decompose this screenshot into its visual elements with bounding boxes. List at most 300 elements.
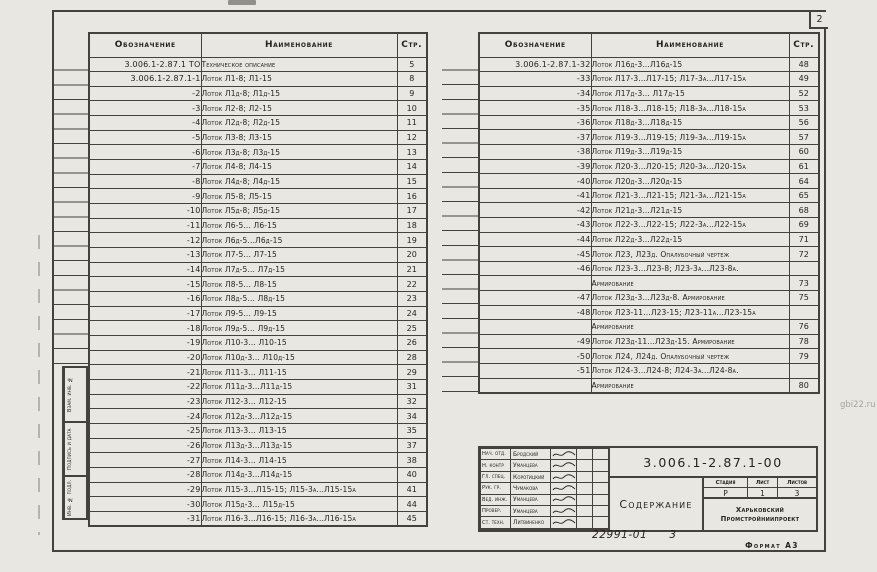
signature-extra-cell <box>593 517 609 528</box>
cell-page: 38 <box>397 453 427 468</box>
organization-name: Харьковский Промстройниипроект <box>720 505 800 523</box>
table-row <box>479 276 819 291</box>
table-row <box>479 115 819 130</box>
table-row <box>89 145 427 160</box>
table-row <box>479 261 819 276</box>
signature-mark <box>551 483 577 494</box>
cell-designation <box>479 276 591 291</box>
cell-page: 32 <box>397 394 427 409</box>
cell-page <box>789 305 819 320</box>
cell-designation: -38 <box>479 145 591 160</box>
cell-designation: -10 <box>89 204 201 219</box>
table-row <box>479 305 819 320</box>
cell-page: 78 <box>789 334 819 349</box>
signature-name: Уманцева <box>511 506 551 517</box>
cell-page: 21 <box>397 262 427 277</box>
cell-page: 80 <box>789 378 819 393</box>
table-row <box>479 101 819 116</box>
cell-name: Лоток Л15д-3... Л15д-15 <box>201 497 397 512</box>
cell-designation: -41 <box>479 188 591 203</box>
signature-mark <box>551 506 577 517</box>
cell-designation <box>479 378 591 393</box>
side-stamp-empty-cell <box>75 477 86 518</box>
table-row <box>89 365 427 380</box>
signature-role: Ст. техн. <box>481 517 511 528</box>
table-row <box>89 409 427 424</box>
cell-designation: -9 <box>89 189 201 204</box>
autograph-squiggle-icon <box>552 518 576 527</box>
cell-designation: -20 <box>89 350 201 365</box>
contents-table-left <box>88 32 428 527</box>
cell-name: Лоток Л21-3...Л21-15; Л21-3а...Л21-15а <box>591 188 789 203</box>
table-row <box>479 57 819 72</box>
cell-name: Лоток Л3д-8; Л3д-15 <box>201 145 397 160</box>
signature-mark <box>551 517 577 528</box>
stage-label: Стадия <box>704 478 748 488</box>
table-row <box>89 218 427 233</box>
cell-designation: -14 <box>89 262 201 277</box>
table-row <box>89 482 427 497</box>
cell-designation: -18 <box>89 321 201 336</box>
table-row <box>89 423 427 438</box>
cell-name: Лоток Л6д-5...Л6д-15 <box>201 233 397 248</box>
cell-designation <box>479 320 591 335</box>
table-row <box>89 174 427 189</box>
table-row <box>89 248 427 263</box>
table-row <box>479 188 819 203</box>
cell-name: Лоток Л20-3...Л20-15; Л20-3а...Л20-15а <box>591 159 789 174</box>
signature-mark <box>551 471 577 482</box>
table-row <box>479 203 819 218</box>
sheet-value: 1 <box>748 488 778 499</box>
cell-designation: -46 <box>479 261 591 276</box>
cell-name: Лоток Л9-5... Л9-15 <box>201 306 397 321</box>
cell-page: 29 <box>397 365 427 380</box>
cell-page: 69 <box>789 218 819 233</box>
cell-page: 76 <box>789 320 819 335</box>
stage-values-row <box>704 488 816 499</box>
cell-page: 65 <box>789 188 819 203</box>
cell-page: 60 <box>789 145 819 160</box>
table-row <box>479 145 819 160</box>
cell-designation: -11 <box>89 218 201 233</box>
cell-designation: -34 <box>479 86 591 101</box>
table-row <box>89 204 427 219</box>
cell-page: 9 <box>397 86 427 101</box>
table-row <box>89 350 427 365</box>
cell-designation: -31 <box>89 511 201 526</box>
watermark: gbi22.ru <box>840 400 876 410</box>
cell-designation: -51 <box>479 363 591 378</box>
table-row <box>479 334 819 349</box>
cell-name: Лоток Л22д-3...Л22д-15 <box>591 232 789 247</box>
table-row <box>89 101 427 116</box>
table-row <box>479 349 819 364</box>
cell-name: Лоток Л4-8; Л4-15 <box>201 160 397 175</box>
document-number: 3.006.1-2.87.1-00 <box>610 448 816 478</box>
title-block <box>478 446 818 532</box>
cell-page: 34 <box>397 409 427 424</box>
cell-designation: -8 <box>89 174 201 189</box>
cell-page: 73 <box>789 276 819 291</box>
table-row <box>89 189 427 204</box>
cell-name: Лоток Л8д-5... Л8д-15 <box>201 292 397 307</box>
cell-designation: -37 <box>479 130 591 145</box>
cell-page: 26 <box>397 335 427 350</box>
signature-date-cell <box>577 460 593 471</box>
sheets-label: Листов <box>778 478 816 488</box>
cell-page: 72 <box>789 247 819 262</box>
contents-table-right <box>478 32 820 394</box>
cell-name: Лоток Л22-3...Л22-15; Л22-3а...Л22-15а <box>591 218 789 233</box>
cell-page: 61 <box>789 159 819 174</box>
cell-name: Лоток Л12д-3...Л12д-15 <box>201 409 397 424</box>
signature-name: Уманцева <box>511 460 551 471</box>
column-header-page: Стр. <box>789 33 819 57</box>
cell-designation: -22 <box>89 379 201 394</box>
signature-name: Бродский <box>511 449 551 460</box>
cell-name: Лоток Л23, Л23д. Опалубочный чертеж <box>591 247 789 262</box>
cell-name: Лоток Л2-8; Л2-15 <box>201 101 397 116</box>
cell-name: Лоток Л19д-3...Л19д-15 <box>591 145 789 160</box>
cell-name: Лоток Л7д-5... Л7д-15 <box>201 262 397 277</box>
table-row <box>89 453 427 468</box>
signature-date-cell <box>577 506 593 517</box>
paper-edge-shadow <box>38 235 40 535</box>
column-header-designation: Обозначение <box>89 33 201 57</box>
cell-designation: -26 <box>89 438 201 453</box>
cell-designation: -7 <box>89 160 201 175</box>
cell-name: Лоток Л21д-3...Л21д-15 <box>591 203 789 218</box>
signature-date-cell <box>577 471 593 482</box>
table-row <box>479 320 819 335</box>
cell-designation: -36 <box>479 115 591 130</box>
cell-name: Лоток Л23д-3...Л23д-8. Армирование <box>591 291 789 306</box>
table-row <box>89 335 427 350</box>
cell-name: Лоток Л1-8; Л1-15 <box>201 72 397 87</box>
cell-page: 23 <box>397 292 427 307</box>
title-block-right <box>610 448 816 530</box>
cell-name: Лоток Л6-5... Л6-15 <box>201 218 397 233</box>
cell-page: 25 <box>397 321 427 336</box>
autograph-squiggle-icon <box>552 484 576 493</box>
cell-designation: -30 <box>89 497 201 512</box>
cell-name: Лоток Л11д-3...Л11д-15 <box>201 379 397 394</box>
sheet-number: 2 <box>816 14 823 25</box>
cell-page: 64 <box>789 174 819 189</box>
table-row <box>479 232 819 247</box>
cell-page: 37 <box>397 438 427 453</box>
cell-designation: -48 <box>479 305 591 320</box>
signature-date-cell <box>577 494 593 505</box>
signature-row-empty <box>481 528 609 529</box>
cell-designation: -33 <box>479 72 591 87</box>
signature-row <box>481 494 609 505</box>
signature-extra-cell <box>593 471 609 482</box>
cell-designation: -29 <box>89 482 201 497</box>
autograph-squiggle-icon <box>552 461 576 470</box>
cell-designation: -35 <box>479 101 591 116</box>
table-row <box>89 467 427 482</box>
cell-designation: 3.006.1-2.87.1 ТО <box>89 57 201 72</box>
cell-name: Лоток Л20д-3...Л20д-15 <box>591 174 789 189</box>
table-row <box>479 86 819 101</box>
side-stamp-section <box>64 368 86 423</box>
cell-designation: -25 <box>89 423 201 438</box>
signature-role: Н. контр <box>481 460 511 471</box>
signature-role: Гл. спец. <box>481 471 511 482</box>
cell-page: 48 <box>789 57 819 72</box>
table-row <box>89 511 427 526</box>
cell-name: Лоток Л5д-8; Л5д-15 <box>201 204 397 219</box>
table-row <box>89 379 427 394</box>
stage-header-row <box>704 478 816 488</box>
cell-page: 53 <box>789 101 819 116</box>
cell-name: Лоток Л24-3...Л24-8; Л24-3а...Л24-8а. <box>591 363 789 378</box>
cell-designation: -5 <box>89 130 201 145</box>
table-row <box>89 116 427 131</box>
cell-page: 56 <box>789 115 819 130</box>
cell-name: Лоток Л5-8; Л5-15 <box>201 189 397 204</box>
cell-page: 40 <box>397 467 427 482</box>
cell-designation: -13 <box>89 248 201 263</box>
cell-name: Лоток Л24, Л24д. Опалубочный чертеж <box>591 349 789 364</box>
signature-row <box>481 483 609 494</box>
cell-name: Лоток Л8-5... Л8-15 <box>201 277 397 292</box>
cell-designation: -28 <box>89 467 201 482</box>
cell-name: Лоток Л18д-3...Л18д-15 <box>591 115 789 130</box>
cell-designation: -15 <box>89 277 201 292</box>
table-row <box>89 57 427 72</box>
cell-name: Лоток Л23д-11...Л23д-15. Армирование <box>591 334 789 349</box>
cell-designation: -42 <box>479 203 591 218</box>
cell-name: Лоток Л23-11...Л23-15; Л23-11а...Л23-15а <box>591 305 789 320</box>
table-row <box>89 497 427 512</box>
cell-designation: -2 <box>89 86 201 101</box>
side-stamp-label: Подпись и дата <box>64 423 75 475</box>
cell-page: 41 <box>397 482 427 497</box>
cell-designation: -17 <box>89 306 201 321</box>
table-row <box>479 174 819 189</box>
cell-designation: -43 <box>479 218 591 233</box>
table-header-row <box>479 33 819 57</box>
cell-name: Армирование <box>591 320 789 335</box>
signature-extra-cell <box>593 483 609 494</box>
cell-name: Лоток Л7-5... Л7-15 <box>201 248 397 263</box>
format-note: Формат А3 <box>745 541 799 550</box>
signature-row <box>481 506 609 517</box>
signature-date-cell <box>577 517 593 528</box>
cell-page: 49 <box>789 72 819 87</box>
stage-block <box>704 478 816 530</box>
cell-page: 35 <box>397 423 427 438</box>
side-stamp <box>62 366 88 520</box>
sheet-label: Лист <box>748 478 778 488</box>
signature-extra-cell <box>593 460 609 471</box>
table-row <box>479 378 819 393</box>
cell-page: 28 <box>397 350 427 365</box>
side-stamp-section <box>64 477 86 518</box>
signature-row <box>481 471 609 482</box>
handwritten-order-number: 22991-01 3 <box>592 529 677 541</box>
cell-designation: -6 <box>89 145 201 160</box>
cell-designation: -12 <box>89 233 201 248</box>
cell-page: 52 <box>789 86 819 101</box>
signature-row <box>481 460 609 471</box>
cell-name: Лоток Л2д-8; Л2д-15 <box>201 116 397 131</box>
signature-extra-cell <box>593 494 609 505</box>
signature-date-cell <box>577 483 593 494</box>
signature-name: Чумакова <box>511 483 551 494</box>
cell-page: 57 <box>789 130 819 145</box>
table-row <box>89 438 427 453</box>
cell-designation: -50 <box>479 349 591 364</box>
cell-designation: -3 <box>89 101 201 116</box>
side-stamp-empty-cell <box>75 423 86 475</box>
cell-designation: -47 <box>479 291 591 306</box>
table-row <box>89 130 427 145</box>
cell-page: 14 <box>397 160 427 175</box>
cell-name: Лоток Л17-3...Л17-15; Л17-3а...Л17-15а <box>591 72 789 87</box>
table-row <box>89 277 427 292</box>
cell-name: Лоток Л4д-8; Л4д-15 <box>201 174 397 189</box>
table-row <box>479 72 819 87</box>
cell-name: Техническое описание <box>201 57 397 72</box>
cell-name: Лоток Л18-3...Л18-15; Л18-3а...Л18-15а <box>591 101 789 116</box>
signature-mark <box>551 460 577 471</box>
side-stamp-label: Инв. № подл. <box>64 477 75 518</box>
autograph-squiggle-icon <box>552 495 576 504</box>
signature-name: Литвиненко <box>511 517 551 528</box>
signature-date-cell <box>577 449 593 460</box>
side-stamp-section <box>64 423 86 477</box>
table-row <box>479 291 819 306</box>
cell-designation: -27 <box>89 453 201 468</box>
cell-page: 20 <box>397 248 427 263</box>
cell-page: 45 <box>397 511 427 526</box>
autograph-squiggle-icon <box>552 507 576 516</box>
cell-designation: -45 <box>479 247 591 262</box>
sheets-value: 3 <box>778 488 816 499</box>
cell-page: 31 <box>397 379 427 394</box>
table-row <box>479 363 819 378</box>
table-row <box>479 159 819 174</box>
table-row <box>89 321 427 336</box>
cell-designation: -39 <box>479 159 591 174</box>
cell-name: Лоток Л10д-3... Л10д-15 <box>201 350 397 365</box>
signature-role: Рук. гр. <box>481 483 511 494</box>
stage-value: Р <box>704 488 748 499</box>
column-header-name: Наименование <box>201 33 397 57</box>
cell-page: 12 <box>397 130 427 145</box>
cell-page <box>789 363 819 378</box>
cell-page: 79 <box>789 349 819 364</box>
cell-name: Лоток Л15-3...Л15-15; Л15-3а...Л15-15а <box>201 482 397 497</box>
cell-page <box>789 261 819 276</box>
cell-name: Лоток Л13д-3...Л13д-15 <box>201 438 397 453</box>
cell-designation: -44 <box>479 232 591 247</box>
table-row <box>89 72 427 87</box>
cell-page: 13 <box>397 145 427 160</box>
cell-designation: -24 <box>89 409 201 424</box>
cell-designation: 3.006.1-2.87.1-1 <box>89 72 201 87</box>
cell-name: Армирование <box>591 378 789 393</box>
table-row <box>89 306 427 321</box>
cell-page: 24 <box>397 306 427 321</box>
sheet-number-box <box>809 12 828 29</box>
signature-role: Нач. отд. <box>481 449 511 460</box>
table-row <box>89 262 427 277</box>
signature-name: Коротицкий <box>511 471 551 482</box>
cell-page: 44 <box>397 497 427 512</box>
cell-name: Лоток Л14д-3...Л14д-15 <box>201 467 397 482</box>
signature-role: Провер. <box>481 506 511 517</box>
cell-designation: -19 <box>89 335 201 350</box>
cell-page: 8 <box>397 72 427 87</box>
autograph-squiggle-icon <box>552 473 576 482</box>
signature-extra-cell <box>593 506 609 517</box>
table-row <box>89 394 427 409</box>
signature-row <box>481 517 609 528</box>
cell-page: 17 <box>397 204 427 219</box>
cell-name: Лоток Л23-3...Л23-8; Л23-3а...Л23-8а. <box>591 261 789 276</box>
column-header-page: Стр. <box>397 33 427 57</box>
sheet-title: Содержание <box>610 478 704 530</box>
table-row <box>479 130 819 145</box>
column-header-name: Наименование <box>591 33 789 57</box>
cell-page: 19 <box>397 233 427 248</box>
cell-name: Лоток Л1д-8; Л1д-15 <box>201 86 397 101</box>
cell-page: 71 <box>789 232 819 247</box>
signature-extra-cell <box>593 449 609 460</box>
cell-page: 11 <box>397 116 427 131</box>
column-header-designation: Обозначение <box>479 33 591 57</box>
cell-name: Лоток Л12-3... Л12-15 <box>201 394 397 409</box>
cell-name: Лоток Л16-3...Л16-15; Л16-3а...Л16-15а <box>201 511 397 526</box>
signature-role: Вед. инж. <box>481 494 511 505</box>
cell-designation: 3.006.1-2.87.1-32 <box>479 57 591 72</box>
table-row <box>479 247 819 262</box>
table-row <box>89 160 427 175</box>
table-header-row <box>89 33 427 57</box>
cell-designation: -4 <box>89 116 201 131</box>
cell-name: Армирование <box>591 276 789 291</box>
cell-name: Лоток Л17д-3... Л17д-15 <box>591 86 789 101</box>
cell-page: 22 <box>397 277 427 292</box>
cell-designation: -49 <box>479 334 591 349</box>
table-row <box>89 233 427 248</box>
cell-designation: -23 <box>89 394 201 409</box>
cell-page: 18 <box>397 218 427 233</box>
signature-mark <box>551 449 577 460</box>
cell-name: Лоток Л10-3... Л10-15 <box>201 335 397 350</box>
cell-name: Лоток Л14-3... Л14-15 <box>201 453 397 468</box>
cell-designation: -40 <box>479 174 591 189</box>
side-stamp-label: Взам. инв. № <box>64 368 75 421</box>
autograph-squiggle-icon <box>552 450 576 459</box>
side-stamp-empty-cell <box>75 368 86 421</box>
cell-page: 68 <box>789 203 819 218</box>
cell-page: 5 <box>397 57 427 72</box>
scan-smudge <box>228 0 256 5</box>
signature-name: Уманцева <box>511 494 551 505</box>
cell-name: Лоток Л13-3... Л13-15 <box>201 423 397 438</box>
signature-column <box>480 448 610 530</box>
cell-page: 16 <box>397 189 427 204</box>
cell-name: Лоток Л9д-5... Л9д-15 <box>201 321 397 336</box>
cell-page: 75 <box>789 291 819 306</box>
cell-name: Лоток Л19-3...Л19-15; Л19-3а...Л19-15а <box>591 130 789 145</box>
